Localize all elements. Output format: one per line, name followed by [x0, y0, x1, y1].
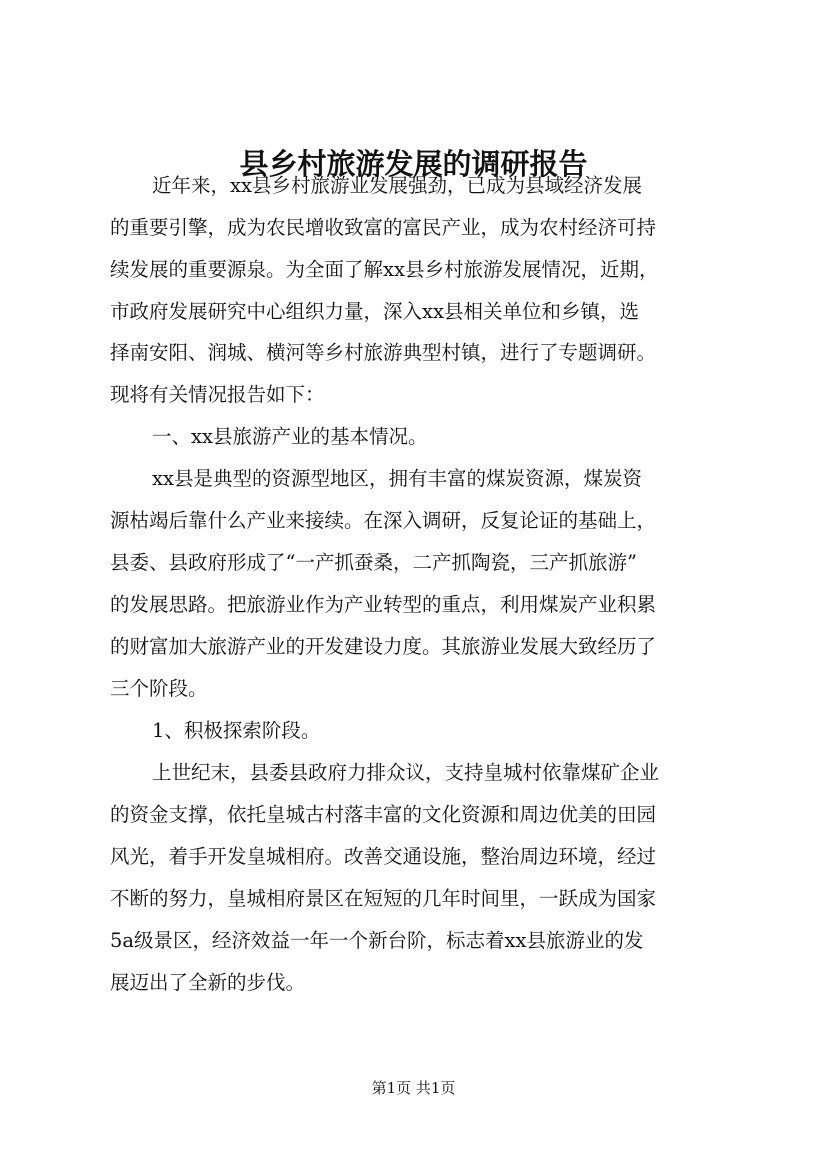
paragraph-line: 择南安阳、润城、横河等乡村旅游典型村镇，进行了专题调研。 — [110, 341, 657, 364]
section-heading: 一、xx县旅游产业的基本情况。 — [152, 425, 428, 448]
paragraph-line: 三个阶段。 — [110, 677, 208, 700]
paragraph-line: 源枯竭后靠什么产业来接续。在深入调研，反复论证的基础上， — [110, 509, 657, 532]
paragraph-line: 续发展的重要源泉。为全面了解xx县乡村旅游发展情况，近期， — [110, 258, 659, 281]
page-footer: 第1页 共1页 — [371, 1079, 456, 1097]
paragraph-line: 的财富加大旅游产业的开发建设力度。其旅游业发展大致经历了 — [110, 635, 657, 658]
paragraph-line: 市政府发展研究中心组织力量，深入xx县相关单位和乡镇，选 — [110, 300, 639, 323]
document-title: 县乡村旅游发展的调研报告 — [239, 147, 588, 181]
paragraph-line: 展迈出了全新的步伐。 — [110, 971, 306, 994]
paragraph-line: 不断的努力，皇城相府景区在短短的几年时间里，一跃成为国家 — [110, 887, 657, 910]
paragraph-line: 的重要引擎，成为农民增收致富的富民产业，成为农村经济可持 — [110, 216, 657, 239]
paragraph-line: 上世纪末，县委县政府力排众议，支持皇城村依靠煤矿企业 — [152, 761, 660, 784]
paragraph-line: 县委、县政府形成了“一产抓蚕桑，二产抓陶瓷，三产抓旅游” — [110, 551, 637, 574]
paragraph-line: 现将有关情况报告如下： — [110, 383, 325, 406]
paragraph-line: 风光，着手开发皇城相府。改善交通设施，整治周边环境，经过 — [110, 845, 657, 868]
paragraph-line: 的发展思路。把旅游业作为产业转型的重点，利用煤炭产业积累 — [110, 593, 657, 616]
paragraph-line: 5a级景区，经济效益一年一个新台阶，标志着xx县旅游业的发 — [110, 929, 644, 952]
paragraph-line: 的资金支撑，依托皇城古村落丰富的文化资源和周边优美的田园 — [110, 803, 657, 826]
subsection-heading: 1、积极探索阶段。 — [152, 719, 321, 742]
paragraph-line: xx县是典型的资源型地区，拥有丰富的煤炭资源，煤炭资 — [152, 467, 642, 490]
paragraph-line: 近年来，xx县乡村旅游业发展强劲，已成为县域经济发展 — [152, 174, 642, 197]
